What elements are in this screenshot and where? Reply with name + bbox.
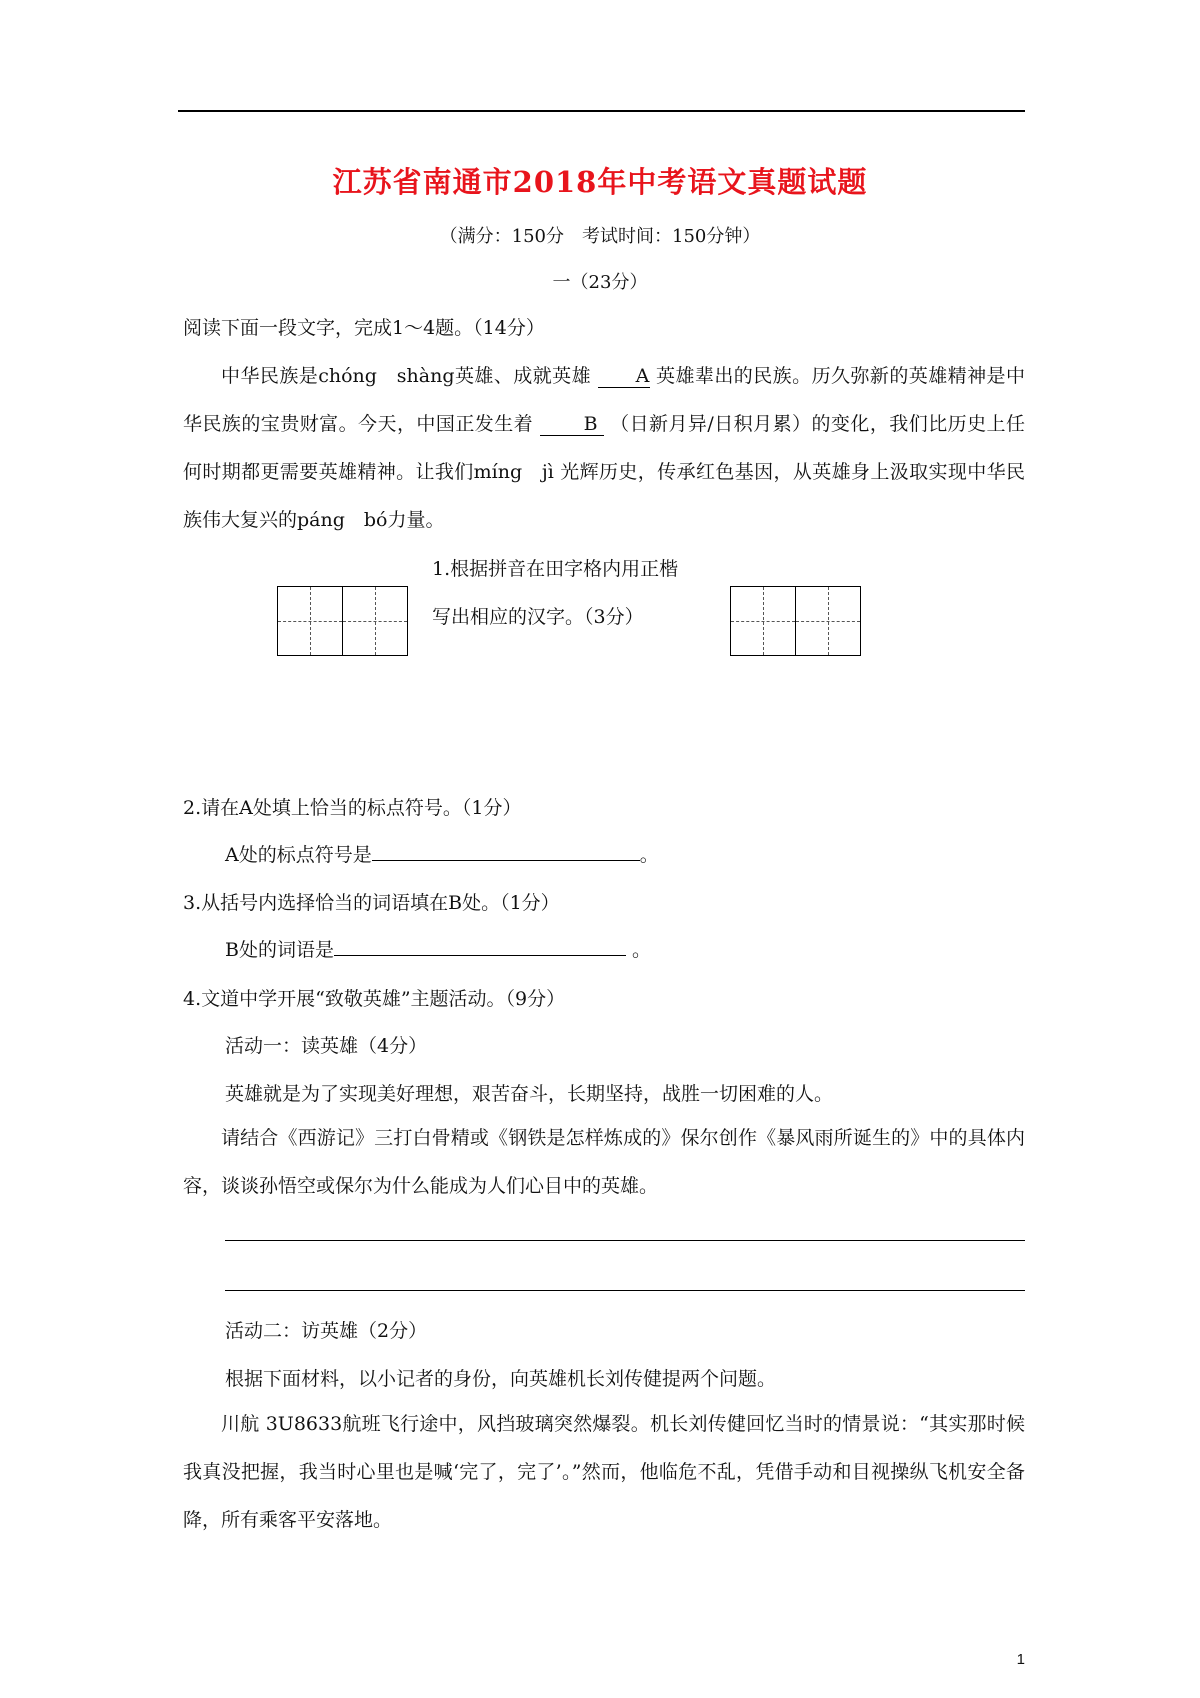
passage-text xyxy=(183,352,1025,544)
passage-part-1: 中华民族是chóng shàng英雄、成就英雄 xyxy=(221,365,592,387)
passage-part-2: 英雄辈出的民族。历久弥新的英雄精神是中华民族的宝贵财富。今天，中国正发生着 xyxy=(183,365,1025,435)
passage-intro: 阅读下面一段文字，完成1～4题。（14分） xyxy=(183,317,545,339)
tianzige-grid-right[interactable] xyxy=(730,586,861,656)
tianzige-cell[interactable] xyxy=(278,587,342,655)
activity-1-definition: 英雄就是为了实现美好理想，艰苦奋斗，长期坚持，战胜一切困难的人。 xyxy=(225,1083,834,1105)
activity-2-instruction: 根据下面材料，以小记者的身份，向英雄机长刘传健提两个问题。 xyxy=(225,1368,777,1390)
activity-2-title: 活动二：访英雄（2分） xyxy=(225,1320,428,1342)
q3-answer-suffix: 。 xyxy=(625,939,652,961)
section-heading: 一（23分） xyxy=(552,272,648,293)
q2-answer-row xyxy=(225,840,659,867)
q3-answer-blank[interactable] xyxy=(334,937,626,956)
activity-2-material: 川航 3U8633航班飞行途中，风挡玻璃突然爆裂。机长刘传健回忆当时的情景说：“其实那时候我真没把握，我当时心里也是喊‘完了，完了’。”然而，他临危不乱，凭借手动和目视操纵飞机安全备降，所有乘客平安落地。 xyxy=(183,1413,1025,1531)
blank-b: B xyxy=(540,413,604,436)
answer-line[interactable] xyxy=(225,1290,1025,1291)
tianzige-cell[interactable] xyxy=(795,587,860,655)
tianzige-cell[interactable] xyxy=(342,587,407,655)
tianzige-cell[interactable] xyxy=(731,587,795,655)
q2-question: 2.请在A处填上恰当的标点符号。（1分） xyxy=(183,797,522,819)
q2-answer-suffix: 。 xyxy=(639,844,659,866)
header-rule xyxy=(178,110,1025,112)
page-title: 江苏省南通市2018年中考语文真题试题 xyxy=(332,165,868,199)
answer-line[interactable] xyxy=(225,1240,1025,1241)
q1-text-line1: 1.根据拼音在田字格内用正楷 xyxy=(432,558,679,580)
q3-answer-row xyxy=(225,935,651,962)
q2-answer-prefix: A处的标点符号是 xyxy=(225,844,372,866)
activity-1-title: 活动一：读英雄（4分） xyxy=(225,1035,428,1057)
activity-1-prompt: 请结合《西游记》三打白骨精或《钢铁是怎样炼成的》保尔创作《暴风雨所诞生的》中的具体内容，谈谈孙悟空或保尔为什么能成为人们心目中的英雄。 xyxy=(183,1127,1025,1197)
q1-text-line2: 写出相应的汉字。（3分） xyxy=(432,606,644,628)
tianzige-grid-left[interactable] xyxy=(277,586,408,656)
q4-question: 4.文道中学开展“致敬英雄”主题活动。（9分） xyxy=(183,988,566,1010)
blank-a: A xyxy=(598,365,650,388)
q3-answer-prefix: B处的词语是 xyxy=(225,939,334,961)
passage-part-3: （日新月异/日积月累）的变化，我们比历史上任何时期都更需要英雄精神。让我们míng jì 光辉历史，传承红色基因，从英雄身上汲取实现中华民族伟大复兴的páng bó力量。 xyxy=(183,413,1025,531)
exam-info: （满分：150分 考试时间：150分钟） xyxy=(439,226,761,247)
q2-answer-blank[interactable] xyxy=(372,842,640,861)
q3-question: 3.从括号内选择恰当的词语填在B处。（1分） xyxy=(183,892,560,914)
page-number: 1 xyxy=(1016,1651,1025,1668)
